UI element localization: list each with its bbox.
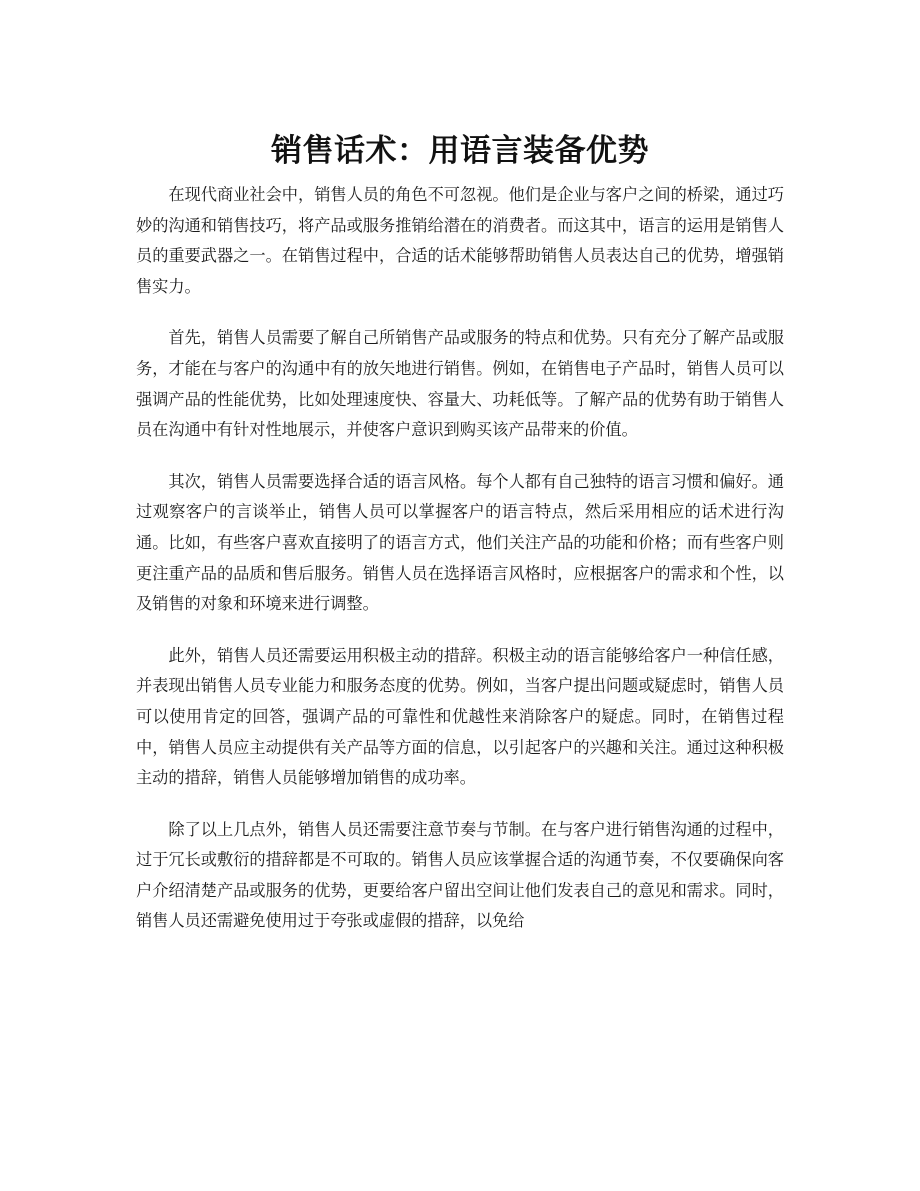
- paragraph-3: 其次，销售人员需要选择合适的语言风格。每个人都有自己独特的语言习惯和偏好。通过观察客户的言谈举止，销售人员可以掌握客户的语言特点，然后采用相应的话术进行沟通。比如，有些客户喜欢直接明了的语言方式，他们关注产品的功能和价格；而有些客户则更注重产品的品质和售后服务。销售人员在选择语言风格时，应根据客户的需求和个性，以及销售的对象和环境来进行调整。: [136, 471, 784, 614]
- paragraph-5: 除了以上几点外，销售人员还需要注意节奏与节制。在与客户进行销售沟通的过程中，过于冗长或敷衍的措辞都是不可取的。销售人员应该掌握合适的沟通节奏，不仅要确保向客户介绍清楚产品或服务的优势，更要给客户留出空间让他们发表自己的意见和需求。同时，销售人员还需避免使用过于夸张或虚假的措辞，以免给: [136, 819, 784, 931]
- paragraph-2: 首先，销售人员需要了解自己所销售产品或服务的特点和优势。只有充分了解产品或服务，才能在与客户的沟通中有的放矢地进行销售。例如，在销售电子产品时，销售人员可以强调产品的性能优势，比如处理速度快、容量大、功耗低等。了解产品的优势有助于销售人员在沟通中有针对性地展示，并使客户意识到购买该产品带来的价值。: [136, 328, 784, 440]
- paragraph-4: 此外，销售人员还需要运用积极主动的措辞。积极主动的语言能够给客户一种信任感，并表现出销售人员专业能力和服务态度的优势。例如，当客户提出问题或疑虑时，销售人员可以使用肯定的回答，强调产品的可靠性和优越性来消除客户的疑虑。同时，在销售过程中，销售人员应主动提供有关产品等方面的信息，以引起客户的兴趣和关注。通过这种积极主动的措辞，销售人员能够增加销售的成功率。: [136, 645, 784, 788]
- document-body: [136, 180, 784, 958]
- document-title: 销售话术：用语言装备优势: [271, 132, 649, 169]
- paragraph-1: 在现代商业社会中，销售人员的角色不可忽视。他们是企业与客户之间的桥梁，通过巧妙的沟通和销售技巧，将产品或服务推销给潜在的消费者。而这其中，语言的运用是销售人员的重要武器之一。在销售过程中，合适的话术能够帮助销售人员表达自己的优势，增强销售实力。: [136, 185, 784, 296]
